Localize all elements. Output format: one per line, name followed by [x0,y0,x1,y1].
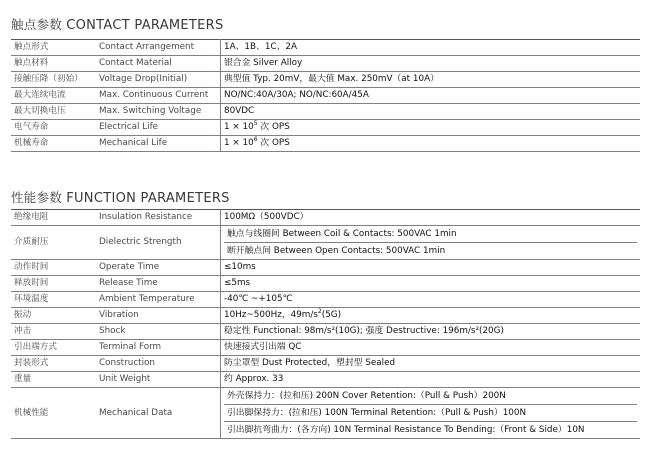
table-row [11,72,640,88]
param-value: 80VDC [221,104,641,120]
table-row [11,308,640,324]
param-value: 典型值 Typ. 20mV，最大值 Max. 250mV（at 10A） [221,72,641,88]
param-name-en: Max. Continuous Current [96,88,221,104]
value-unit: 次 OPS [257,122,290,132]
param-name-cn: 机械寿命 [11,136,96,152]
value-exponent: 5 [253,120,258,128]
param-name-en: Vibration [96,308,221,324]
param-value [221,136,641,152]
param-value [221,120,641,136]
param-name-en: Contact Arrangement [96,40,221,56]
table-row [11,292,640,308]
param-value: 100MΩ（500VDC） [221,210,641,226]
function-parameters-table [11,209,640,439]
contact-parameters-table [11,39,640,152]
value-unit: 次 OPS [257,138,290,148]
table-row [11,120,640,136]
function-parameters-title [11,188,230,206]
contact-title-en: CONTACT PARAMETERS [66,18,224,33]
value-exponent: 2 [317,308,322,316]
table-row [11,40,640,56]
function-title-en: FUNCTION PARAMETERS [66,191,230,206]
param-name-en: Operate Time [96,260,221,276]
param-value: 约 Approx. 33 [221,372,641,388]
param-value: ≤5ms [221,276,641,292]
param-name-cn: 封装形式 [11,356,96,372]
param-name-cn: 引出端方式 [11,340,96,356]
param-name-en: Construction [96,356,221,372]
param-name-en: Terminal Form [96,340,221,356]
param-value: NO/NC:40A/30A; NO/NC:60A/45A [221,88,641,104]
param-name-en: Dielectric Strength [96,226,221,260]
param-value: 1A、1B、1C、2A [221,40,641,56]
param-name-cn: 触点形式 [11,40,96,56]
table-row [11,372,640,388]
param-name-cn: 重量 [11,372,96,388]
table-row [11,340,640,356]
param-name-cn: 接触压降（初始） [11,72,96,88]
table-row [11,104,640,120]
value-exponent: 6 [253,136,258,144]
value-unit: (5G) [321,310,342,320]
param-name-en: Max. Switching Voltage [96,104,221,120]
param-name-en: Contact Material [96,56,221,72]
value-line: 触点与线圈间 Between Coil & Contacts: 500VAC 1min [224,226,637,243]
table-row [11,226,640,260]
value-base: 1 × 10 [224,122,254,132]
param-name-cn: 最大切换电压 [11,104,96,120]
param-name-en: Voltage Drop(Initial) [96,72,221,88]
param-value: 银合金 Silver Alloy [221,56,641,72]
table-row [11,324,640,340]
param-name-en: Shock [96,324,221,340]
param-name-cn: 机械性能 [11,388,96,439]
param-value: -40℃ ~+105℃ [221,292,641,308]
param-name-cn: 触点材料 [11,56,96,72]
param-name-cn: 环境温度 [11,292,96,308]
value-line: 引出脚保持力：(拉和压) 100N Terminal Retention:（Pull & Push）100N [224,405,637,422]
param-value: 稳定性 Functional: 98m/s²(10G); 强度 Destructive: 196m/s²(20G) [221,324,641,340]
param-name-cn: 冲击 [11,324,96,340]
value-base: 1 × 10 [224,138,254,148]
param-value: 快速接式引出端 QC [221,340,641,356]
param-name-en: Mechanical Life [96,136,221,152]
param-value [221,308,641,324]
param-name-cn: 介质耐压 [11,226,96,260]
param-name-cn: 电气寿命 [11,120,96,136]
table-row [11,136,640,152]
value-line: 外壳保持力：(拉和压) 200N Cover Retention:（Pull & Push）200N [224,388,637,405]
param-name-cn: 最大连续电流 [11,88,96,104]
param-value [221,226,641,260]
param-name-en: Unit Weight [96,372,221,388]
param-value: 防尘罩型 Dust Protected，塑封型 Sealed [221,356,641,372]
table-row [11,210,640,226]
param-name-en: Insulation Resistance [96,210,221,226]
value-line: 引出脚抗弯曲力：(各方向) 10N Terminal Resistance To Bending:（Front & Side）10N [227,425,585,435]
table-row [11,56,640,72]
function-title-cn: 性能参数 [11,190,63,205]
param-name-en: Ambient Temperature [96,292,221,308]
param-name-cn: 振动 [11,308,96,324]
table-row [11,388,640,439]
param-name-cn: 动作时间 [11,260,96,276]
param-name-cn: 绝缘电阻 [11,210,96,226]
param-value: ≤10ms [221,260,641,276]
param-value [221,388,641,439]
table-row [11,356,640,372]
table-row [11,276,640,292]
contact-parameters-title [11,15,224,33]
param-name-cn: 释放时间 [11,276,96,292]
param-name-en: Electrical Life [96,120,221,136]
value-line: 断开触点间 Between Open Contacts: 500VAC 1min [227,246,446,256]
table-row [11,88,640,104]
table-row [11,260,640,276]
param-name-en: Release Time [96,276,221,292]
value-base: 10Hz~500Hz，49m/s [224,310,318,320]
param-name-en: Mechanical Data [96,388,221,439]
contact-title-cn: 触点参数 [11,17,63,32]
